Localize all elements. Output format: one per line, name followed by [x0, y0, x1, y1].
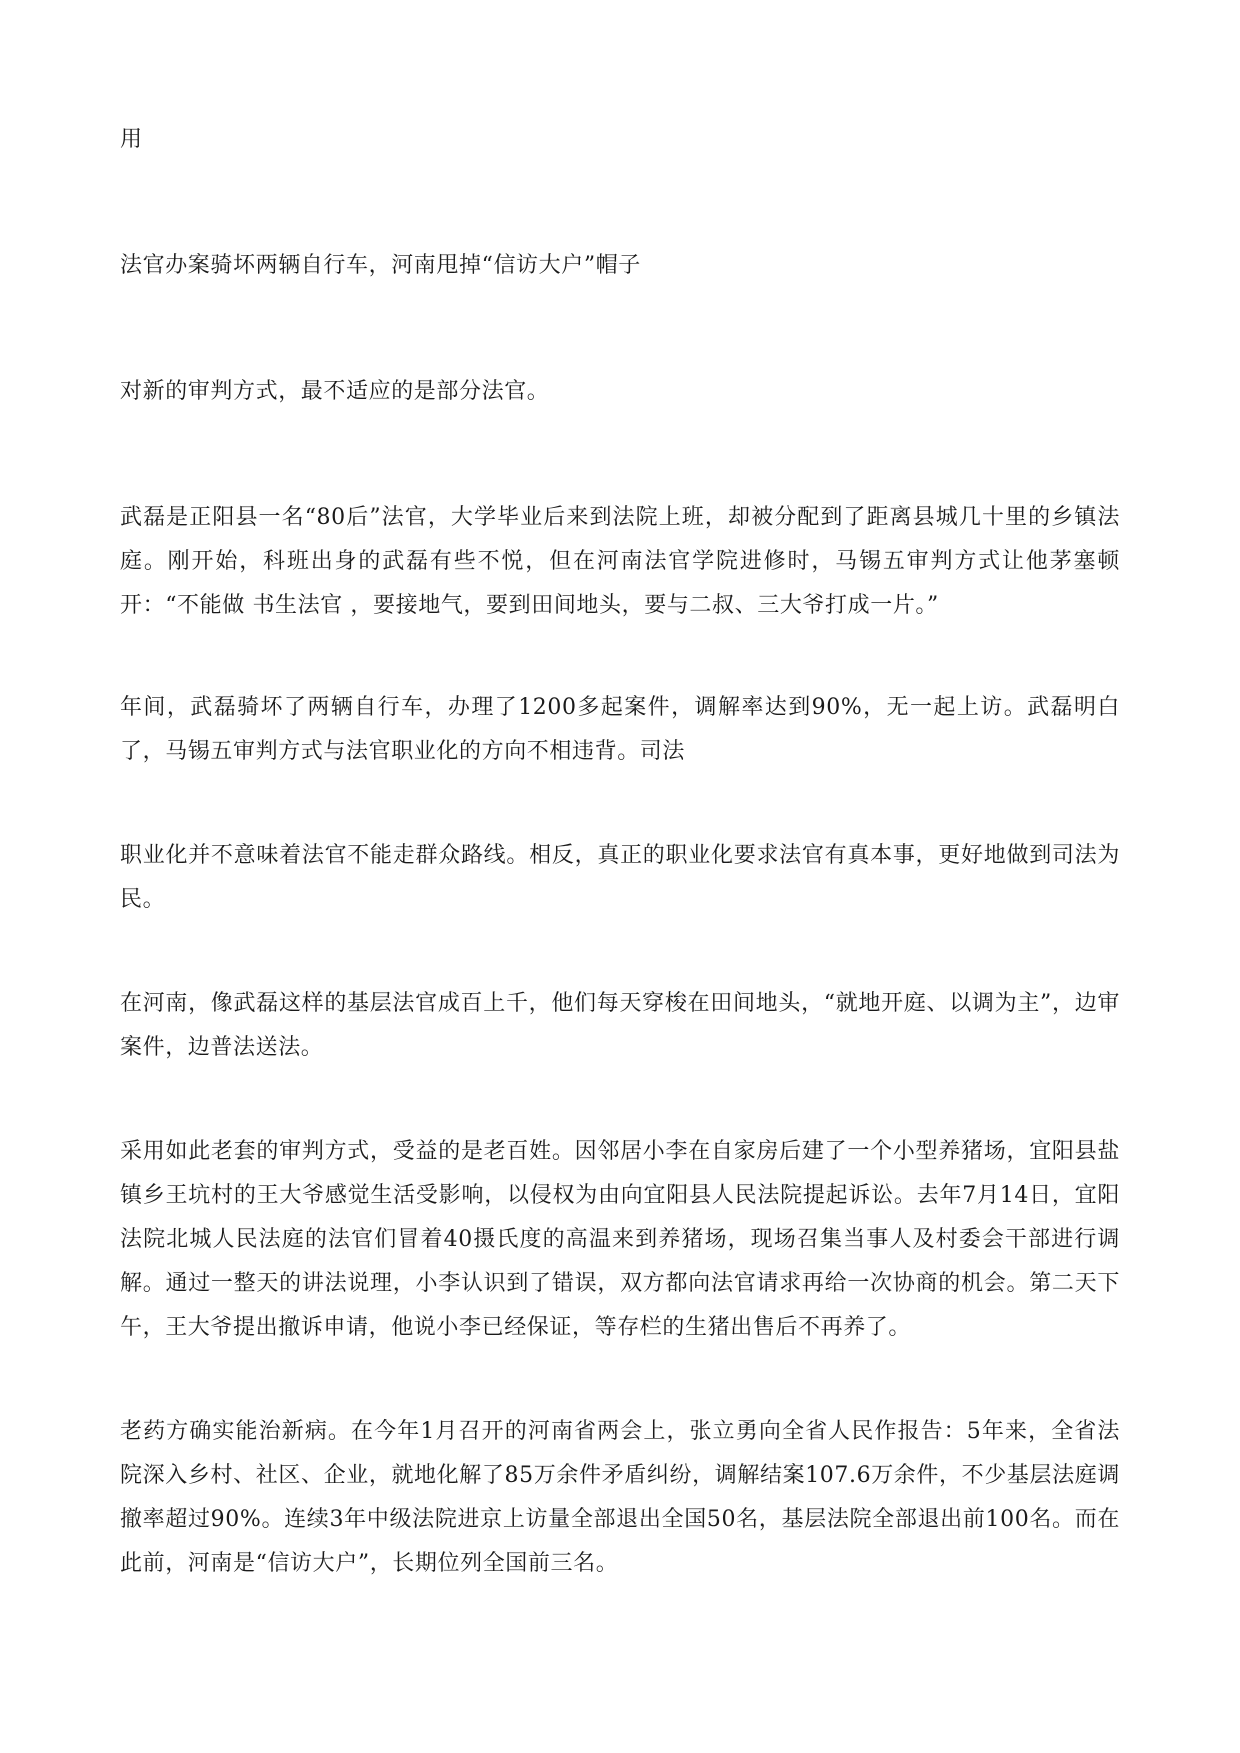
paragraph: 职业化并不意味着法官不能走群众路线。相反，真正的职业化要求法官有真本事，更好地做到司法为民。 — [120, 843, 1120, 912]
paragraph-fragment: 用 — [120, 127, 143, 152]
document-body — [120, 118, 1120, 1630]
paragraph: 年间，武磊骑坏了两辆自行车，办理了1200多起案件，调解率达到90%，无一起上访。武磊明白了，马锡五审判方式与法官职业化的方向不相违背。司法 — [120, 695, 1120, 764]
paragraph: 对新的审判方式，最不适应的是部分法官。 — [120, 379, 550, 404]
paragraph: 在河南，像武磊这样的基层法官成百上千，他们每天穿梭在田间地头，“就地开庭、以调为主”，边审案件，边普法送法。 — [120, 991, 1120, 1060]
paragraph: 老药方确实能治新病。在今年1月召开的河南省两会上，张立勇向全省人民作报告：5年来，全省法院深入乡村、社区、企业，就地化解了85万余件矛盾纠纷，调解结案107.6万余件，不少基层法庭调撤率超过90%。连续3年中级法院进京上访量全部退出全国50名，基层法院全部退出前100名。而在此前，河南是“信访大户”，长期位列全国前三名。 — [120, 1419, 1120, 1576]
paragraph: 武磊是正阳县一名“80后”法官，大学毕业后来到法院上班，却被分配到了距离县城几十里的乡镇法庭。刚开始，科班出身的武磊有些不悦，但在河南法官学院进修时，马锡五审判方式让他茅塞顿开：“不能做 书生法官 ，要接地气，要到田间地头，要与二叔、三大爷打成一片。” — [120, 505, 1120, 618]
article-headline: 法官办案骑坏两辆自行车，河南甩掉“信访大户”帽子 — [120, 253, 641, 278]
paragraph: 采用如此老套的审判方式，受益的是老百姓。因邻居小李在自家房后建了一个小型养猪场，宜阳县盐镇乡王坑村的王大爷感觉生活受影响，以侵权为由向宜阳县人民法院提起诉讼。去年7月14日，宜阳法院北城人民法庭的法官们冒着40摄氏度的高温来到养猪场，现场召集当事人及村委会干部进行调解。通过一整天的讲法说理，小李认识到了错误，双方都向法官请求再给一次协商的机会。第二天下午，王大爷提出撤诉申请，他说小李已经保证，等存栏的生猪出售后不再养了。 — [120, 1139, 1120, 1340]
